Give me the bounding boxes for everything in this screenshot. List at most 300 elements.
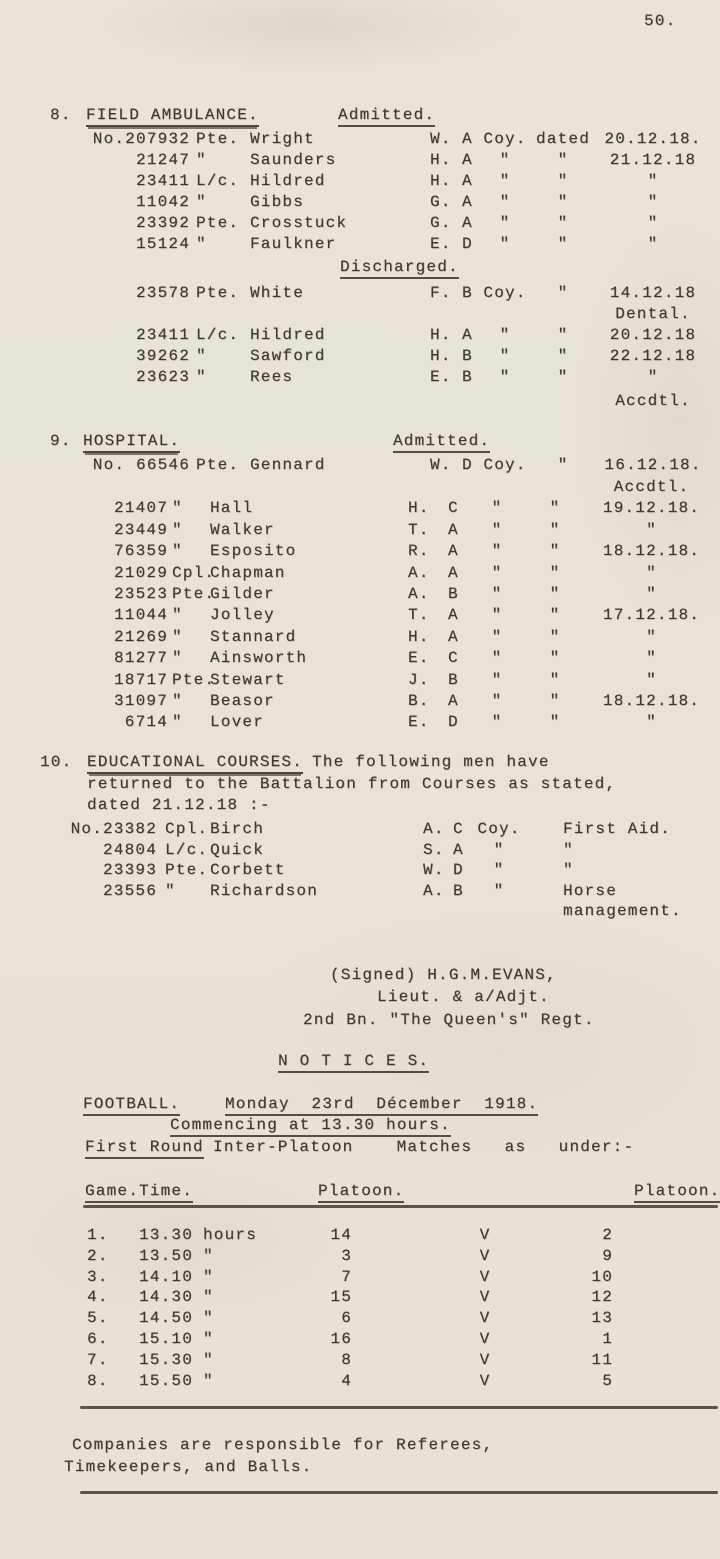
hospital-first-row (0, 456, 720, 477)
cell-rank: Pte. (172, 670, 216, 689)
table-row (0, 1351, 720, 1372)
cell-hours: hours (203, 1226, 258, 1244)
section-9-heading (0, 432, 720, 452)
cell-date: " (647, 235, 659, 253)
cell-company: " (493, 840, 505, 859)
cell-company-letter: D (453, 861, 464, 880)
cell-course: " (563, 840, 574, 859)
cell-platoon-1: 4 (341, 1371, 352, 1390)
educational-courses-rows (0, 820, 720, 923)
field-ambulance-discharged-rows (0, 284, 720, 389)
cell-initial: T. (408, 520, 430, 539)
signature-line-2 (0, 988, 720, 1008)
section-10-title: EDUCATIONAL COURSES. (87, 753, 303, 774)
cell-date: " (646, 713, 657, 732)
cell-service-number: 23393 (102, 861, 157, 880)
cell-date: 19.12.18. (602, 499, 701, 518)
cell-initial: H. (430, 347, 452, 365)
cell-date: " (647, 214, 659, 232)
cell-company: " (499, 326, 511, 344)
section-8-title: FIELD AMBULANCE. (86, 106, 259, 127)
cell-date: Dental. (615, 305, 691, 323)
cell-service-number: 23556 (102, 881, 157, 900)
cell-versus: V (479, 1288, 491, 1307)
football-round-text: Inter-Platoon Matches as under:- (213, 1138, 635, 1156)
section-10-heading (0, 753, 720, 773)
table-row (0, 214, 720, 235)
cell-initial: A. (408, 584, 430, 603)
cell-company-letter: B (453, 881, 464, 900)
cell-time: 15.10 (139, 1329, 194, 1348)
cell-hours: " (203, 1371, 214, 1390)
table-row (0, 649, 720, 670)
table-row (0, 1247, 720, 1268)
section-9-number: 9. (50, 432, 72, 450)
cell-service-number: 21407 (113, 499, 168, 518)
cell-date: " (647, 193, 659, 211)
cell-service-number: 21269 (113, 627, 168, 646)
table-row (0, 902, 720, 923)
cell-company-letter: D (462, 235, 473, 253)
cell-dated: " (549, 691, 561, 710)
cell-company-letter: C (448, 649, 459, 668)
header-platoon-1: Platoon. (318, 1182, 404, 1203)
table-row (0, 606, 720, 627)
cell-dated: " (557, 214, 569, 232)
cell-service-number: No.207932 (92, 130, 190, 148)
header-platoon-2: Platoon. (634, 1182, 720, 1203)
cell-rank: " (172, 691, 183, 710)
cell-surname: Esposito (210, 542, 297, 561)
cell-hours: " (203, 1329, 214, 1348)
cell-service-number: 23392 (135, 214, 190, 232)
cell-dated: " (557, 456, 569, 474)
section-8-heading (0, 106, 720, 126)
cell-company: " (499, 347, 511, 365)
cell-dated: " (557, 151, 569, 169)
cell-initial: H. (408, 499, 430, 518)
table-row (0, 130, 720, 151)
cell-dated: " (557, 326, 569, 344)
cell-platoon-1: 7 (341, 1267, 352, 1286)
cell-service-number: 21029 (113, 563, 168, 582)
cell-company: " (499, 193, 511, 211)
table-row (0, 305, 720, 326)
cell-company-letter: B (462, 347, 473, 365)
cell-dated: " (557, 235, 569, 253)
cell-dated: " (549, 670, 561, 689)
cell-service-number: 31097 (113, 691, 168, 710)
cell-surname: Quick (210, 840, 265, 859)
cell-company: " (491, 520, 503, 539)
cell-company: " (491, 691, 503, 710)
cell-rank: Pte. (165, 861, 209, 880)
table-row (0, 713, 720, 734)
cell-platoon-2: 11 (591, 1350, 613, 1369)
cell-dated: " (549, 542, 561, 561)
cell-company-letter: A (462, 326, 473, 344)
cell-service-number: 23449 (113, 520, 168, 539)
cell-initial: H. (430, 151, 452, 169)
table-row (0, 172, 720, 193)
header-time: Time. (139, 1182, 193, 1203)
cell-dated: " (557, 284, 569, 302)
cell-time: 13.30 (139, 1226, 194, 1244)
cell-dated: " (549, 627, 561, 646)
cell-company-letter: C (448, 499, 459, 518)
cell-rank: Pte. (196, 130, 240, 148)
cell-date: 16.12.18. (604, 456, 702, 474)
cell-initial: G. (430, 214, 452, 232)
cell-surname: Jolley (210, 606, 275, 625)
discharged-heading (0, 258, 720, 278)
cell-service-number: 11042 (135, 193, 190, 211)
cell-service-number: 39262 (135, 347, 190, 365)
cell-platoon-1: 14 (330, 1226, 352, 1244)
cell-rank: Pte. (196, 284, 240, 302)
table-row (0, 882, 720, 903)
cell-time: 14.10 (139, 1267, 194, 1286)
cell-rank: " (165, 881, 176, 900)
cell-service-number: 23411 (135, 326, 190, 344)
signature-signed: (Signed) H.G.M.EVANS, (330, 966, 557, 984)
footer-note-1: Companies are responsible for Referees, (72, 1436, 494, 1454)
notices-heading (0, 1052, 720, 1072)
cell-company: " (499, 368, 511, 386)
footer-note-line2 (0, 1458, 720, 1478)
table-row (0, 478, 720, 499)
table-row (0, 861, 720, 882)
signature-rank: Lieut. & a/Adjt. (377, 988, 550, 1006)
cell-surname: Birch (210, 820, 265, 838)
cell-platoon-1: 16 (330, 1329, 352, 1348)
cell-date: " (646, 584, 657, 603)
cell-company-letter: B (462, 284, 473, 302)
football-heading-line (0, 1095, 720, 1115)
cell-company: " (491, 713, 503, 732)
cell-surname: Crosstuck (250, 214, 348, 232)
cell-service-number: 21247 (135, 151, 190, 169)
cell-initial: G. (430, 193, 452, 211)
cell-platoon-2: 2 (602, 1226, 613, 1244)
cell-surname: Richardson (210, 881, 319, 900)
cell-date: 14.12.18 (609, 284, 697, 302)
cell-hours: " (203, 1246, 214, 1265)
cell-company-letter: A (462, 214, 473, 232)
cell-date: 21.12.18 (609, 151, 697, 169)
page-number: 50. (644, 12, 677, 30)
cell-date: 20.12.18 (609, 326, 697, 344)
cell-initial: H. (430, 172, 452, 190)
cell-surname: Stewart (210, 670, 286, 689)
cell-date: " (647, 172, 659, 190)
cell-game-number: 7. (87, 1350, 109, 1369)
accidental-note: Accdtl. (615, 392, 691, 410)
cell-company-letter: A (448, 542, 459, 561)
section-9-title: HOSPITAL. (83, 432, 180, 453)
cell-rank: " (196, 193, 207, 211)
cell-company-letter: A (448, 627, 459, 646)
cell-game-number: 5. (87, 1309, 109, 1328)
cell-surname: White (250, 284, 305, 302)
table-row (0, 585, 720, 606)
cell-platoon-2: 9 (602, 1246, 613, 1265)
cell-game-number: 8. (87, 1371, 109, 1390)
table-row (0, 235, 720, 256)
cell-rank: " (172, 542, 183, 561)
cell-date: 18.12.18. (602, 691, 701, 710)
cell-surname: Walker (210, 520, 275, 539)
cell-company-letter: A (448, 691, 459, 710)
cell-company: " (491, 542, 503, 561)
cell-initial: J. (408, 670, 430, 689)
table-row (0, 1226, 720, 1247)
cell-surname: Lover (210, 713, 265, 732)
table-header-rule (83, 1205, 718, 1208)
cell-company-letter: D (448, 713, 459, 732)
cell-date: 18.12.18. (602, 542, 701, 561)
cell-dated: " (549, 649, 561, 668)
cell-course: " (563, 861, 574, 880)
table-row (0, 692, 720, 713)
cell-platoon-1: 15 (330, 1288, 352, 1307)
cell-initial: W. (430, 130, 452, 148)
cell-company-letter: C (453, 820, 464, 838)
table-row (0, 671, 720, 692)
table-row (0, 347, 720, 368)
cell-rank: L/c. (196, 326, 240, 344)
cell-service-number: 76359 (113, 542, 168, 561)
cell-rank: " (196, 151, 207, 169)
cell-surname: Corbett (210, 861, 286, 880)
table-row (0, 326, 720, 347)
cell-time: 15.50 (139, 1371, 194, 1390)
section-10-intro-3: dated 21.12.18 :- (87, 796, 271, 814)
cell-surname: Gilder (210, 584, 275, 603)
cell-initial: H. (408, 627, 430, 646)
table-row (0, 1288, 720, 1309)
cell-game-number: 3. (87, 1267, 109, 1286)
signature-line-3 (0, 1011, 720, 1031)
signature-line-1 (0, 966, 720, 986)
cell-platoon-2: 1 (602, 1329, 613, 1348)
cell-company: " (491, 670, 503, 689)
cell-versus: V (479, 1350, 491, 1369)
cell-platoon-1: 8 (341, 1350, 352, 1369)
cell-dated: " (557, 172, 569, 190)
football-commencing: Commencing at 13.30 hours. (170, 1116, 451, 1137)
cell-date: 22.12.18 (609, 347, 697, 365)
discharged-label: Discharged. (340, 258, 459, 279)
cell-company: " (499, 214, 511, 232)
football-title: FOOTBALL. (83, 1095, 180, 1116)
cell-company-letter: D (462, 456, 473, 474)
cell-dated: dated (536, 130, 591, 148)
cell-company: Coy. (477, 820, 521, 838)
table-row (0, 368, 720, 389)
cell-game-number: 2. (87, 1246, 109, 1265)
cell-rank: " (172, 627, 183, 646)
table-row (0, 521, 720, 542)
hospital-rows (0, 478, 720, 735)
cell-initial: E. (408, 649, 430, 668)
section-10-intro-2: returned to the Battalion from Courses as stated, (87, 775, 617, 793)
cell-dated: " (549, 713, 561, 732)
cell-service-number: 11044 (113, 606, 168, 625)
cell-company: Coy. (483, 130, 527, 148)
cell-company-letter: A (448, 520, 459, 539)
cell-company-letter: A (453, 840, 464, 859)
cell-service-number: 23523 (113, 584, 168, 603)
cell-initial: E. (430, 235, 452, 253)
cell-company: " (499, 151, 511, 169)
cell-platoon-2: 10 (591, 1267, 613, 1286)
table-row (0, 820, 720, 841)
cell-rank: Pte. (172, 584, 216, 603)
cell-dated: " (549, 584, 561, 603)
cell-company: " (493, 881, 505, 900)
cell-surname: Chapman (210, 563, 286, 582)
cell-company: " (491, 563, 503, 582)
field-ambulance-admitted-rows (0, 130, 720, 256)
cell-surname: Hall (210, 499, 254, 518)
cell-surname: Beasor (210, 691, 275, 710)
cell-surname: Ainsworth (210, 649, 308, 668)
cell-date: 20.12.18. (604, 130, 702, 148)
cell-initial: A. (423, 820, 445, 838)
cell-rank: " (172, 649, 183, 668)
table-row (0, 564, 720, 585)
cell-rank: " (196, 235, 207, 253)
section-10-intro-line2 (0, 775, 720, 795)
cell-initial: E. (430, 368, 452, 386)
cell-versus: V (479, 1226, 491, 1244)
cell-versus: V (479, 1267, 491, 1286)
cell-versus: V (479, 1246, 491, 1265)
table-row (0, 1372, 720, 1393)
cell-surname: Hildred (250, 326, 326, 344)
cell-company-letter: B (462, 368, 473, 386)
table-row (0, 628, 720, 649)
cell-platoon-1: 6 (341, 1309, 352, 1328)
cell-dated: " (549, 520, 561, 539)
cell-service-number: 81277 (113, 649, 168, 668)
footer-note-2: Timekeepers, and Balls. (64, 1458, 313, 1476)
cell-platoon-1: 3 (341, 1246, 352, 1265)
cell-service-number: 6714 (124, 713, 168, 732)
cell-course: First Aid. (563, 820, 672, 838)
cell-company: " (491, 606, 503, 625)
cell-rank: L/c. (165, 840, 209, 859)
cell-initial: B. (408, 691, 430, 710)
cell-surname: Gibbs (250, 193, 305, 211)
cell-service-number: 23411 (135, 172, 190, 190)
cell-surname: Saunders (250, 151, 337, 169)
cell-service-number: 18717 (113, 670, 168, 689)
table-row (0, 542, 720, 563)
cell-company-letter: A (462, 193, 473, 211)
cell-company-letter: A (462, 151, 473, 169)
cell-initial: W. (423, 861, 445, 880)
cell-initial: S. (423, 840, 445, 859)
table-row (0, 1309, 720, 1330)
fixtures-rows (0, 1226, 720, 1392)
cell-platoon-2: 5 (602, 1371, 613, 1390)
cell-dated: " (557, 368, 569, 386)
cell-time: 14.50 (139, 1309, 194, 1328)
cell-company: " (491, 584, 503, 603)
notices-title: N O T I C E S. (278, 1052, 429, 1073)
cell-company-letter: A (448, 563, 459, 582)
cell-company: " (499, 172, 511, 190)
table-row (0, 456, 720, 477)
section-10-number: 10. (40, 753, 73, 771)
cell-date: " (646, 520, 657, 539)
cell-company-letter: B (448, 670, 459, 689)
cell-rank: " (172, 606, 183, 625)
football-round-label: First Round (85, 1138, 204, 1159)
cell-service-number: 23623 (135, 368, 190, 386)
cell-hours: " (203, 1309, 214, 1328)
cell-versus: V (479, 1309, 491, 1328)
cell-company: " (491, 649, 503, 668)
table-row (0, 841, 720, 862)
section-10-intro-1: The following men have (312, 753, 550, 771)
cell-initial: T. (408, 606, 430, 625)
cell-rank: Pte. (196, 456, 240, 474)
cell-company: Coy. (483, 284, 527, 302)
cell-surname: Gennard (250, 456, 326, 474)
cell-rank: " (172, 520, 183, 539)
cell-rank: Pte. (196, 214, 240, 232)
cell-course: management. (563, 902, 682, 921)
cell-service-number: No. 66546 (92, 456, 190, 474)
table-row (0, 284, 720, 305)
cell-initial: E. (408, 713, 430, 732)
cell-initial: H. (430, 326, 452, 344)
cell-surname: Rees (250, 368, 294, 386)
cell-initial: A. (408, 563, 430, 582)
cell-time: 14.30 (139, 1288, 194, 1307)
admitted-label: Admitted. (393, 432, 490, 453)
cell-initial: F. (430, 284, 452, 302)
cell-date: " (646, 649, 657, 668)
cell-rank: " (172, 713, 183, 732)
table-row (0, 1268, 720, 1289)
football-date: Monday 23rd Décember 1918. (225, 1095, 538, 1116)
cell-rank: " (196, 368, 207, 386)
cell-course: Horse (563, 881, 618, 900)
cell-rank: Cpl. (165, 820, 209, 838)
cell-dated: " (557, 347, 569, 365)
cell-rank: L/c. (196, 172, 240, 190)
cell-service-number: 23578 (135, 284, 190, 302)
cell-initial: A. (423, 881, 445, 900)
cell-time: 13.50 (139, 1246, 194, 1265)
cell-versus: V (479, 1329, 491, 1348)
section-10-intro-line3 (0, 796, 720, 816)
cell-company-letter: B (448, 584, 459, 603)
cell-time: 15.30 (139, 1350, 194, 1369)
cell-date: " (646, 627, 657, 646)
cell-service-number: 15124 (135, 235, 190, 253)
cell-surname: Wright (250, 130, 315, 148)
cell-dated: " (549, 563, 561, 582)
cell-company: " (493, 861, 505, 880)
cell-company: Coy. (483, 456, 527, 474)
cell-company: " (491, 627, 503, 646)
cell-dated: " (549, 606, 561, 625)
